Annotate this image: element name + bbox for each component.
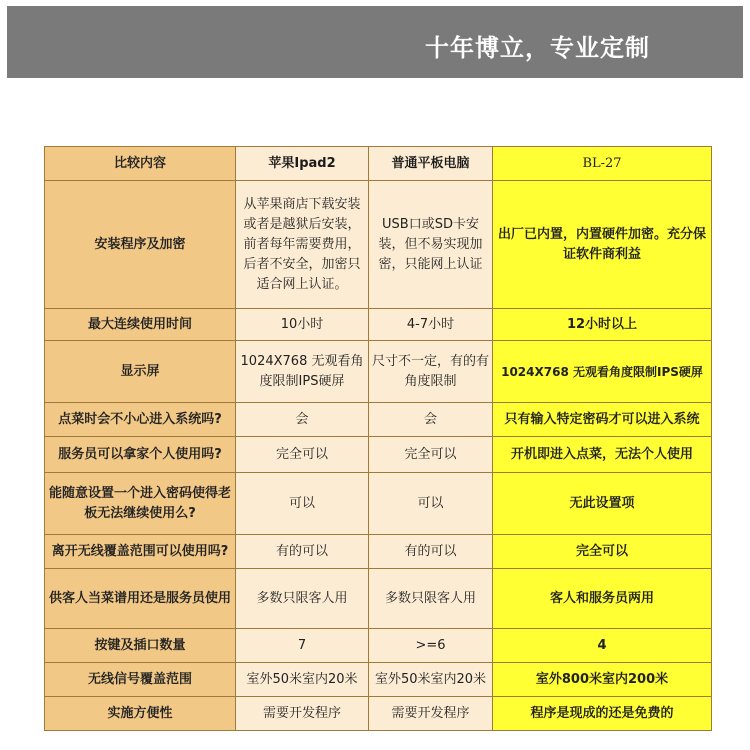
row-label: 能随意设置一个进入密码使得老板无法继续使用么? <box>45 473 236 535</box>
row-label: 按键及插口数量 <box>45 629 236 663</box>
header-banner <box>7 6 743 78</box>
cell-ipad: 从苹果商店下载安装或者是越狱后安装，前者每年需要费用，后者不安全，加密只适合网上认证。 <box>236 181 369 309</box>
table-header-row <box>45 147 712 181</box>
cell-ipad: 可以 <box>236 473 369 535</box>
row-label: 显示屏 <box>45 341 236 403</box>
row-label: 无线信号覆盖范围 <box>45 663 236 697</box>
cell-ipad: 有的可以 <box>236 535 369 569</box>
cell-ipad: 7 <box>236 629 369 663</box>
row-label: 最大连续使用时间 <box>45 309 236 341</box>
cell-ipad: 完全可以 <box>236 437 369 473</box>
table-row <box>45 403 712 437</box>
table-row <box>45 437 712 473</box>
cell-bl27: 室外800米室内200米 <box>493 663 712 697</box>
header-cell-bl27: BL-27 <box>493 147 712 181</box>
cell-tablet: 需要开发程序 <box>369 697 493 731</box>
header-cell-tablet: 普通平板电脑 <box>369 147 493 181</box>
cell-ipad: 会 <box>236 403 369 437</box>
table-row <box>45 181 712 309</box>
cell-bl27: 出厂已内置，内置硬件加密。充分保证软件商利益 <box>493 181 712 309</box>
table-row <box>45 473 712 535</box>
cell-tablet: 会 <box>369 403 493 437</box>
cell-tablet: 尺寸不一定，有的有角度限制 <box>369 341 493 403</box>
cell-tablet: 多数只限客人用 <box>369 569 493 629</box>
cell-bl27: 1024X768 无观看角度限制IPS硬屏 <box>493 341 712 403</box>
table-row <box>45 697 712 731</box>
cell-bl27: 12小时以上 <box>493 309 712 341</box>
cell-bl27: 4 <box>493 629 712 663</box>
row-label: 点菜时会不小心进入系统吗? <box>45 403 236 437</box>
cell-ipad: 10小时 <box>236 309 369 341</box>
cell-bl27: 只有输入特定密码才可以进入系统 <box>493 403 712 437</box>
cell-tablet: >=6 <box>369 629 493 663</box>
cell-bl27: 客人和服务员两用 <box>493 569 712 629</box>
cell-tablet: 4-7小时 <box>369 309 493 341</box>
cell-tablet: 可以 <box>369 473 493 535</box>
table-row <box>45 309 712 341</box>
table-row <box>45 341 712 403</box>
row-label: 服务员可以拿家个人使用吗? <box>45 437 236 473</box>
table-row <box>45 535 712 569</box>
cell-tablet: USB口或SD卡安装，但不易实现加密，只能网上认证 <box>369 181 493 309</box>
header-cell-ipad: 苹果Ipad2 <box>236 147 369 181</box>
comparison-table <box>44 146 712 731</box>
cell-tablet: 完全可以 <box>369 437 493 473</box>
row-label: 供客人当菜谱用还是服务员使用 <box>45 569 236 629</box>
table-row <box>45 629 712 663</box>
cell-bl27: 程序是现成的还是免费的 <box>493 697 712 731</box>
row-label: 安装程序及加密 <box>45 181 236 309</box>
cell-ipad: 室外50米室内20米 <box>236 663 369 697</box>
cell-bl27: 无此设置项 <box>493 473 712 535</box>
cell-bl27: 完全可以 <box>493 535 712 569</box>
banner-title: 十年博立，专业定制 <box>425 34 650 62</box>
table-row <box>45 663 712 697</box>
cell-ipad: 1024X768 无观看角度限制IPS硬屏 <box>236 341 369 403</box>
row-label: 离开无线覆盖范围可以使用吗? <box>45 535 236 569</box>
cell-tablet: 室外50米室内20米 <box>369 663 493 697</box>
cell-ipad: 需要开发程序 <box>236 697 369 731</box>
row-label: 实施方便性 <box>45 697 236 731</box>
table-row <box>45 569 712 629</box>
cell-ipad: 多数只限客人用 <box>236 569 369 629</box>
cell-bl27: 开机即进入点菜，无法个人使用 <box>493 437 712 473</box>
cell-tablet: 有的可以 <box>369 535 493 569</box>
header-cell-compare: 比较内容 <box>45 147 236 181</box>
